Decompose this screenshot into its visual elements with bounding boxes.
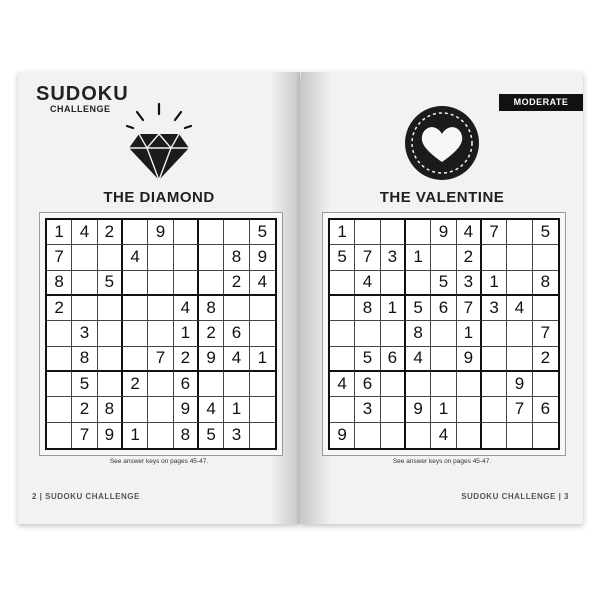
sudoku-cell: 1 [457, 321, 482, 346]
sudoku-cell [199, 372, 224, 397]
sudoku-cell: 5 [72, 372, 97, 397]
sudoku-cell: 8 [406, 321, 431, 346]
puzzle-book [18, 72, 583, 524]
sudoku-cell: 5 [533, 220, 558, 245]
sudoku-cell [98, 296, 123, 321]
sudoku-cell [123, 397, 148, 422]
sudoku-cell [148, 397, 173, 422]
left-page [18, 72, 300, 524]
sudoku-cell [123, 220, 148, 245]
sudoku-cell [381, 220, 406, 245]
sudoku-cell: 1 [482, 271, 507, 296]
sudoku-cell [330, 321, 355, 346]
sudoku-cell: 8 [98, 397, 123, 422]
sudoku-cell: 5 [330, 245, 355, 270]
sudoku-cell [381, 397, 406, 422]
sudoku-cell: 6 [174, 372, 199, 397]
sudoku-cell [47, 347, 72, 372]
sudoku-cell [174, 271, 199, 296]
sudoku-cell [98, 372, 123, 397]
sudoku-cell [148, 321, 173, 346]
sudoku-cell [457, 423, 482, 448]
sudoku-cell [355, 220, 380, 245]
sudoku-frame [322, 212, 566, 456]
sudoku-cell: 8 [224, 245, 249, 270]
sudoku-cell: 9 [174, 397, 199, 422]
sudoku-cell [148, 372, 173, 397]
sudoku-cell: 1 [330, 220, 355, 245]
sudoku-cell: 2 [457, 245, 482, 270]
sudoku-cell [507, 245, 532, 270]
sudoku-frame [39, 212, 283, 456]
sudoku-cell [123, 296, 148, 321]
sudoku-cell [174, 220, 199, 245]
sudoku-cell [482, 397, 507, 422]
sudoku-cell [482, 423, 507, 448]
sudoku-cell [47, 321, 72, 346]
sudoku-cell [507, 347, 532, 372]
sudoku-cell [123, 321, 148, 346]
sudoku-cell [199, 245, 224, 270]
sudoku-cell [199, 271, 224, 296]
sudoku-cell: 4 [457, 220, 482, 245]
sudoku-cell: 9 [507, 372, 532, 397]
sudoku-cell [507, 321, 532, 346]
sudoku-cell: 9 [330, 423, 355, 448]
sudoku-cell: 4 [406, 347, 431, 372]
sudoku-cell: 2 [199, 321, 224, 346]
sudoku-cell [507, 271, 532, 296]
sudoku-cell: 8 [47, 271, 72, 296]
sudoku-cell: 1 [47, 220, 72, 245]
sudoku-cell: 4 [123, 245, 148, 270]
sudoku-cell: 4 [507, 296, 532, 321]
sudoku-cell: 7 [507, 397, 532, 422]
sudoku-cell [250, 372, 275, 397]
sudoku-cell [224, 296, 249, 321]
sudoku-cell [482, 321, 507, 346]
sudoku-cell [381, 423, 406, 448]
sudoku-cell: 7 [457, 296, 482, 321]
sudoku-cell [47, 372, 72, 397]
sudoku-cell: 5 [406, 296, 431, 321]
sudoku-cell [406, 271, 431, 296]
sudoku-cell [72, 296, 97, 321]
puzzle-title: THE DIAMOND [103, 189, 215, 206]
diamond-icon [119, 102, 199, 184]
sudoku-cell: 1 [381, 296, 406, 321]
sudoku-cell: 2 [174, 347, 199, 372]
sudoku-cell: 6 [533, 397, 558, 422]
sudoku-cell: 7 [148, 347, 173, 372]
sudoku-cell: 3 [224, 423, 249, 448]
sudoku-cell: 4 [224, 347, 249, 372]
sudoku-cell: 2 [224, 271, 249, 296]
sudoku-cell: 8 [355, 296, 380, 321]
answer-key-note: See answer keys on pages 45-47. [392, 458, 492, 465]
sudoku-cell: 1 [406, 245, 431, 270]
sudoku-cell: 5 [98, 271, 123, 296]
sudoku-cell: 1 [174, 321, 199, 346]
sudoku-cell: 9 [406, 397, 431, 422]
sudoku-cell [250, 423, 275, 448]
sudoku-cell [406, 372, 431, 397]
sudoku-cell [98, 321, 123, 346]
sudoku-cell [148, 423, 173, 448]
sudoku-cell [72, 245, 97, 270]
page-footer: 2 | SUDOKU CHALLENGE [32, 492, 140, 501]
sudoku-cell [98, 245, 123, 270]
sudoku-cell [148, 245, 173, 270]
difficulty-badge: MODERATE [499, 94, 583, 111]
sudoku-cell [482, 372, 507, 397]
sudoku-cell [148, 296, 173, 321]
sudoku-cell: 3 [482, 296, 507, 321]
sudoku-cell [431, 321, 456, 346]
sudoku-cell [431, 347, 456, 372]
sudoku-cell [123, 271, 148, 296]
sudoku-cell [533, 245, 558, 270]
answer-key-note: See answer keys on pages 45-47. [109, 458, 209, 465]
sudoku-cell [330, 271, 355, 296]
sudoku-cell [330, 347, 355, 372]
sudoku-cell: 4 [250, 271, 275, 296]
sudoku-cell: 4 [174, 296, 199, 321]
sudoku-cell [330, 397, 355, 422]
sudoku-cell [381, 372, 406, 397]
sudoku-cell [355, 423, 380, 448]
sudoku-cell [381, 271, 406, 296]
sudoku-cell: 6 [431, 296, 456, 321]
sudoku-cell: 3 [457, 271, 482, 296]
sudoku-cell: 9 [457, 347, 482, 372]
logo-top-text: SUDOKU [36, 83, 129, 105]
sudoku-cell [47, 397, 72, 422]
sudoku-cell [72, 271, 97, 296]
sudoku-cell [406, 220, 431, 245]
sudoku-cell: 9 [250, 245, 275, 270]
sudoku-cell: 2 [98, 220, 123, 245]
sudoku-cell: 2 [123, 372, 148, 397]
sudoku-cell: 5 [199, 423, 224, 448]
sudoku-cell: 4 [431, 423, 456, 448]
right-page [301, 72, 583, 524]
sudoku-cell [224, 372, 249, 397]
sudoku-cell [482, 347, 507, 372]
sudoku-cell: 9 [199, 347, 224, 372]
sudoku-cell [482, 245, 507, 270]
sudoku-cell: 8 [533, 271, 558, 296]
sudoku-cell: 1 [431, 397, 456, 422]
sudoku-cell: 5 [431, 271, 456, 296]
sudoku-cell [330, 296, 355, 321]
sudoku-cell [533, 372, 558, 397]
sudoku-cell: 2 [47, 296, 72, 321]
sudoku-cell [381, 321, 406, 346]
sudoku-cell: 5 [355, 347, 380, 372]
sudoku-cell: 6 [381, 347, 406, 372]
sudoku-cell [406, 423, 431, 448]
sudoku-cell: 7 [72, 423, 97, 448]
sudoku-cell [507, 423, 532, 448]
logo-bottom-text: CHALLENGE [50, 104, 111, 114]
sudoku-grid-diamond [45, 218, 277, 450]
sudoku-cell: 8 [174, 423, 199, 448]
sudoku-challenge-logo [36, 83, 129, 124]
sudoku-cell: 4 [355, 271, 380, 296]
sudoku-cell: 6 [224, 321, 249, 346]
sudoku-cell [507, 220, 532, 245]
sudoku-cell: 7 [482, 220, 507, 245]
sudoku-cell [533, 423, 558, 448]
sudoku-cell [457, 397, 482, 422]
heart-icon [403, 104, 481, 182]
puzzle-title: THE VALENTINE [379, 189, 505, 206]
sudoku-cell: 7 [533, 321, 558, 346]
sudoku-cell: 8 [199, 296, 224, 321]
sudoku-cell [224, 220, 249, 245]
sudoku-cell: 7 [47, 245, 72, 270]
sudoku-cell [123, 347, 148, 372]
sudoku-cell: 3 [355, 397, 380, 422]
page-footer: SUDOKU CHALLENGE | 3 [461, 492, 569, 501]
sudoku-cell [250, 296, 275, 321]
sudoku-cell: 4 [72, 220, 97, 245]
sudoku-cell [250, 321, 275, 346]
sudoku-cell [355, 321, 380, 346]
sudoku-grid-valentine [328, 218, 560, 450]
sudoku-cell: 7 [355, 245, 380, 270]
sudoku-cell: 8 [72, 347, 97, 372]
sudoku-cell [431, 245, 456, 270]
sudoku-cell: 6 [355, 372, 380, 397]
sudoku-cell: 2 [72, 397, 97, 422]
sudoku-cell [250, 397, 275, 422]
sudoku-cell: 5 [250, 220, 275, 245]
sudoku-cell: 9 [98, 423, 123, 448]
sudoku-cell: 1 [224, 397, 249, 422]
sudoku-cell: 3 [72, 321, 97, 346]
sudoku-cell: 9 [431, 220, 456, 245]
sudoku-cell: 2 [533, 347, 558, 372]
sudoku-cell [533, 296, 558, 321]
sudoku-cell [457, 372, 482, 397]
sudoku-cell [199, 220, 224, 245]
sudoku-cell [98, 347, 123, 372]
sudoku-cell: 4 [199, 397, 224, 422]
sudoku-cell: 4 [330, 372, 355, 397]
sudoku-cell: 3 [381, 245, 406, 270]
sudoku-cell [174, 245, 199, 270]
sudoku-cell: 1 [250, 347, 275, 372]
sudoku-cell [47, 423, 72, 448]
sudoku-cell: 1 [123, 423, 148, 448]
sudoku-cell: 9 [148, 220, 173, 245]
sudoku-cell [148, 271, 173, 296]
sudoku-cell [431, 372, 456, 397]
